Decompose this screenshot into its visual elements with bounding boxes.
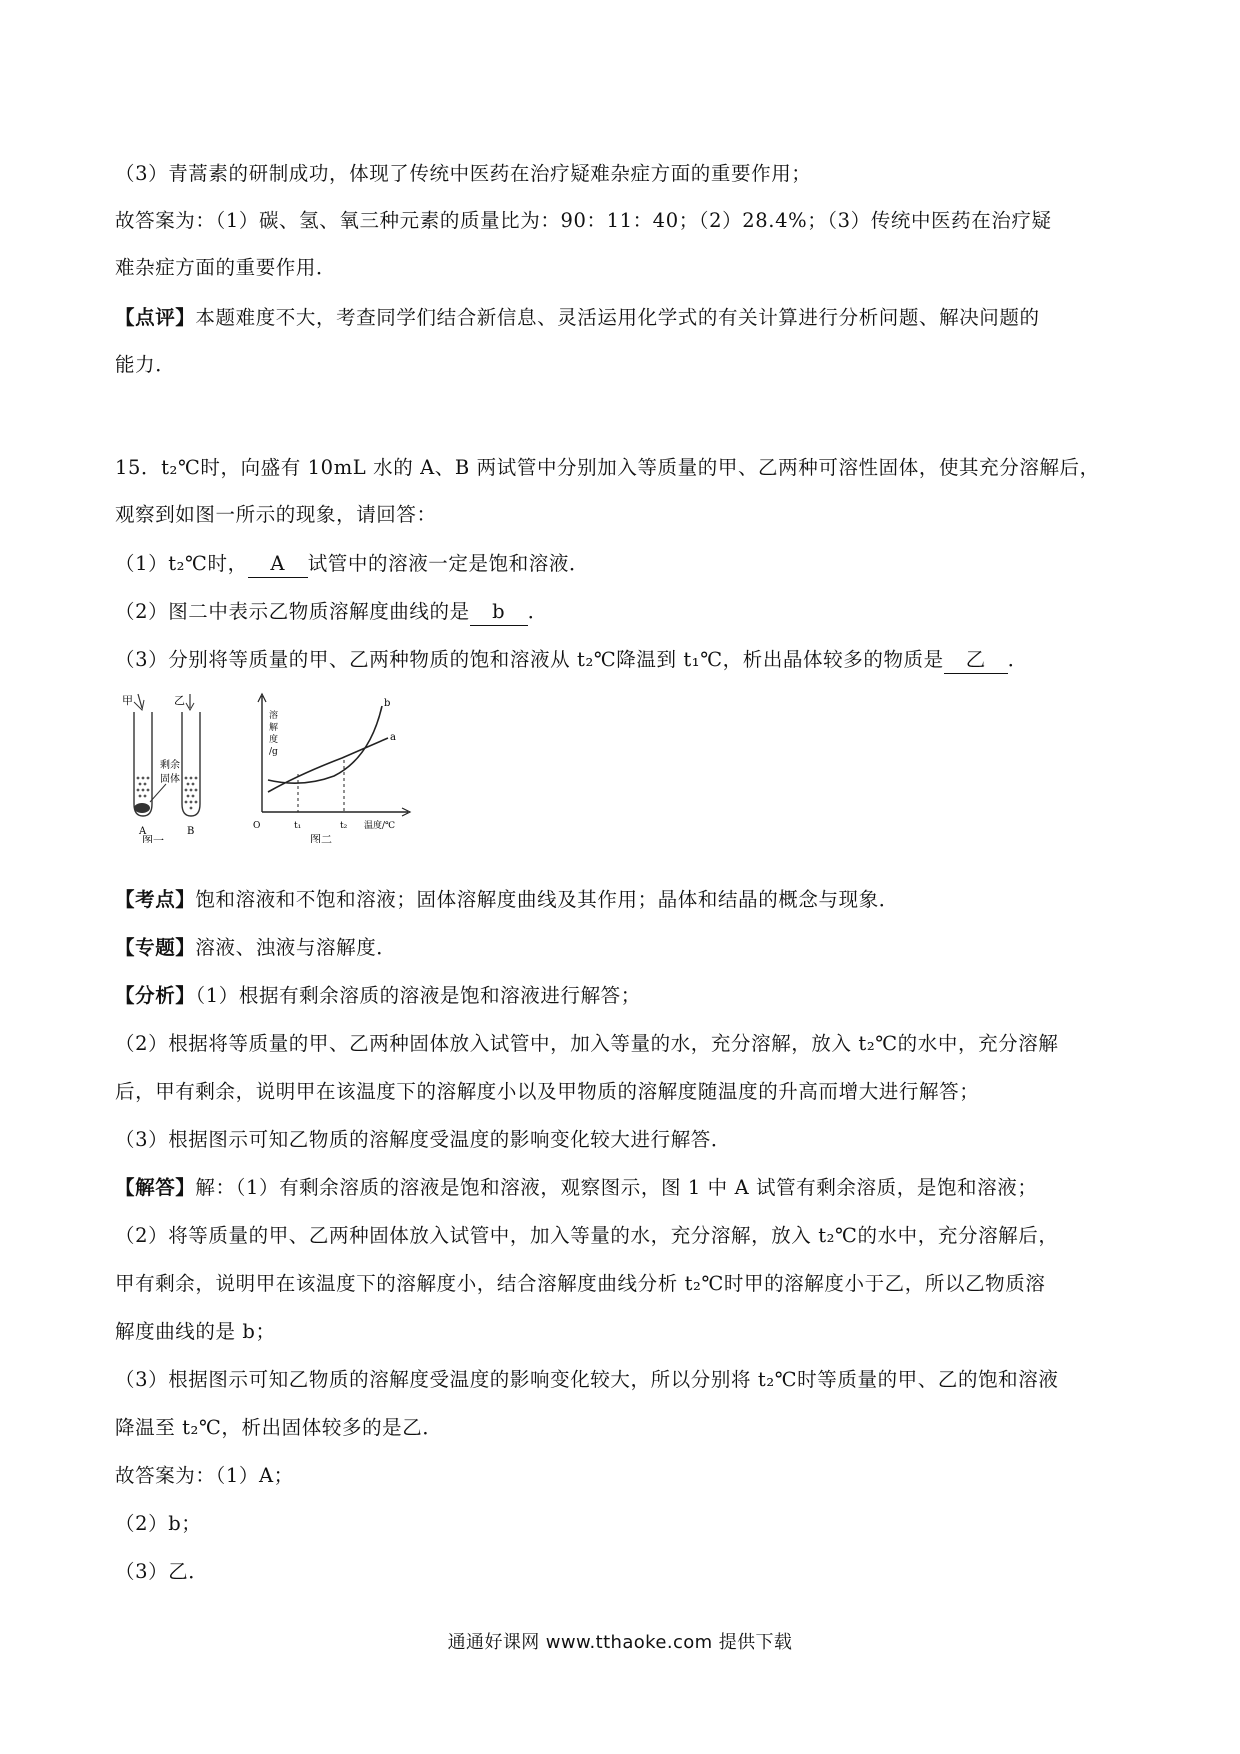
tube-b-icon [182,712,200,816]
tube-a-top-label: 甲 [122,694,133,707]
jieda-line-5: （3）根据图示可知乙物质的溶解度受温度的影响变化较大，所以分别将 t₂℃时等质量的甲、乙的饱和溶液 [115,1368,1059,1391]
y-axis-label-4: /g [269,747,278,757]
q15-sub-2 [115,596,1140,628]
kaodian-text: 饱和溶液和不饱和溶液；固体溶解度曲线及其作用；晶体和结晶的概念与现象． [195,888,899,911]
tube-b-label: B [187,826,195,837]
jieda-line-6: 降温至 t₂℃，析出固体较多的是乙． [115,1416,443,1439]
prev-answer-line-2: 难杂症方面的重要作用． [115,256,337,279]
zhuanti-tag: 【专题】 [115,936,196,959]
figure-svg [112,688,432,843]
jieda-line-1 [115,1172,1140,1204]
final-answer-3: （3）乙． [115,1560,209,1583]
q15-sub-3 [115,644,1140,676]
jieda-tag: 【解答】 [115,1176,196,1199]
kaodian-line [115,884,1140,916]
figure-one-caption: 图一 [142,834,164,843]
q15-sub-3-suffix: ． [1007,648,1028,671]
fenxi-line-2: （2）根据将等质量的甲、乙两种固体放入试管中，加入等量的水，充分溶解，放入 t₂℃的水中，充分溶解 [115,1032,1059,1055]
figure-two [253,694,410,843]
arrow-a-head-icon [134,700,144,710]
figure-two-caption: 图二 [310,833,332,843]
tube-a-icon [134,712,152,816]
q15-sub-1-prefix: （1）t₂℃时， [115,552,248,575]
jieda-line-2: （2）将等质量的甲、乙两种固体放入试管中，加入等量的水，充分溶解，放入 t₂℃的水中，充分溶解后， [115,1224,1059,1247]
q15-stem-line-2: 观察到如图一所示的现象，请回答： [115,503,437,526]
tube-a-label: A [139,826,147,837]
curve-b-label: b [384,698,391,709]
residue-label-2: 固体 [160,774,180,785]
fenxi-line-4: （3）根据图示可知乙物质的溶解度受温度的影响变化较大进行解答． [115,1128,732,1151]
figure-illustration [112,688,432,843]
y-axis-label-1: 溶 [269,711,279,721]
tube-a-liquid-icon [134,777,150,813]
q15-sub-1 [115,548,1140,580]
y-axis-label-3: 度 [269,735,279,745]
fenxi-text-1: （1）根据有剩余溶质的溶液是饱和溶液进行解答； [195,984,641,1007]
jieda-text-1: 解：（1）有剩余溶质的溶液是饱和溶液，观察图示，图 1 中 A 试管有剩余溶质，是饱和溶液； [195,1176,1038,1199]
curve-a [268,738,388,792]
curve-b [268,706,382,783]
zhuanti-line [115,932,1140,964]
prev-question-line-3: （3）青蒿素的研制成功，体现了传统中医药在治疗疑难杂症方面的重要作用； [115,162,812,185]
figure-one [122,694,200,843]
q15-sub-3-answer: 乙 [944,647,1008,674]
residue-label-1: 剩余 [160,760,180,771]
t1-tick-label: t₁ [294,821,302,831]
origin-label: O [253,821,261,831]
x-axis-label: 温度/℃ [364,821,396,831]
kaodian-tag: 【考点】 [115,888,196,911]
curve-a-label: a [390,732,396,743]
q15-sub-1-suffix: 试管中的溶液一定是饱和溶液． [307,552,590,575]
prev-answer-line-1: 故答案为：（1）碳、氢、氧三种元素的质量比为：90：11：40；（2）28.4%；（3）传统中医药在治疗疑 [115,209,1052,232]
final-answer-2: （2）b； [115,1512,202,1535]
prev-comment-line-2: 能力． [115,353,176,376]
jieda-line-4: 解度曲线的是 b； [115,1320,276,1343]
q15-sub-2-suffix: ． [527,600,548,623]
comment-tag: 【点评】 [115,306,196,329]
q15-sub-2-answer: b [470,599,528,626]
t2-tick-label: t₂ [340,821,348,831]
tube-b-top-label: 乙 [174,694,185,707]
jieda-line-3: 甲有剩余，说明甲在该温度下的溶解度小，结合溶解度曲线分析 t₂℃时甲的溶解度小于乙，所以乙物质溶 [115,1272,1046,1295]
zhuanti-text: 溶液、浊液与溶解度． [195,936,397,959]
fenxi-line-1 [115,980,1140,1012]
fenxi-line-3: 后，甲有剩余，说明甲在该温度下的溶解度小以及甲物质的溶解度随温度的升高而增大进行解答； [115,1080,980,1103]
tube-b-liquid-icon [185,777,198,810]
q15-sub-2-prefix: （2）图二中表示乙物质溶解度曲线的是 [115,600,470,623]
comment-text-1: 本题难度不大，考查同学们结合新信息、灵活运用化学式的有关计算进行分析问题、解决问题的 [195,306,1040,329]
fenxi-tag: 【分析】 [115,984,196,1007]
q15-sub-1-answer: A [248,551,308,578]
prev-comment-line-1 [115,302,1140,334]
page-footer: 通通好课网 www.tthaoke.com 提供下载 [447,1632,793,1653]
final-answer-1: 故答案为：（1）A； [115,1464,294,1487]
y-axis-label-2: 解 [269,723,279,733]
q15-stem-line-1: 15．t₂℃时，向盛有 10mL 水的 A、B 两试管中分别加入等质量的甲、乙两种可溶性固体，使其充分溶解后， [115,456,1100,479]
q15-sub-3-prefix: （3）分别将等质量的甲、乙两种物质的饱和溶液从 t₂℃降温到 t₁℃，析出晶体较多的物质是 [115,648,944,671]
